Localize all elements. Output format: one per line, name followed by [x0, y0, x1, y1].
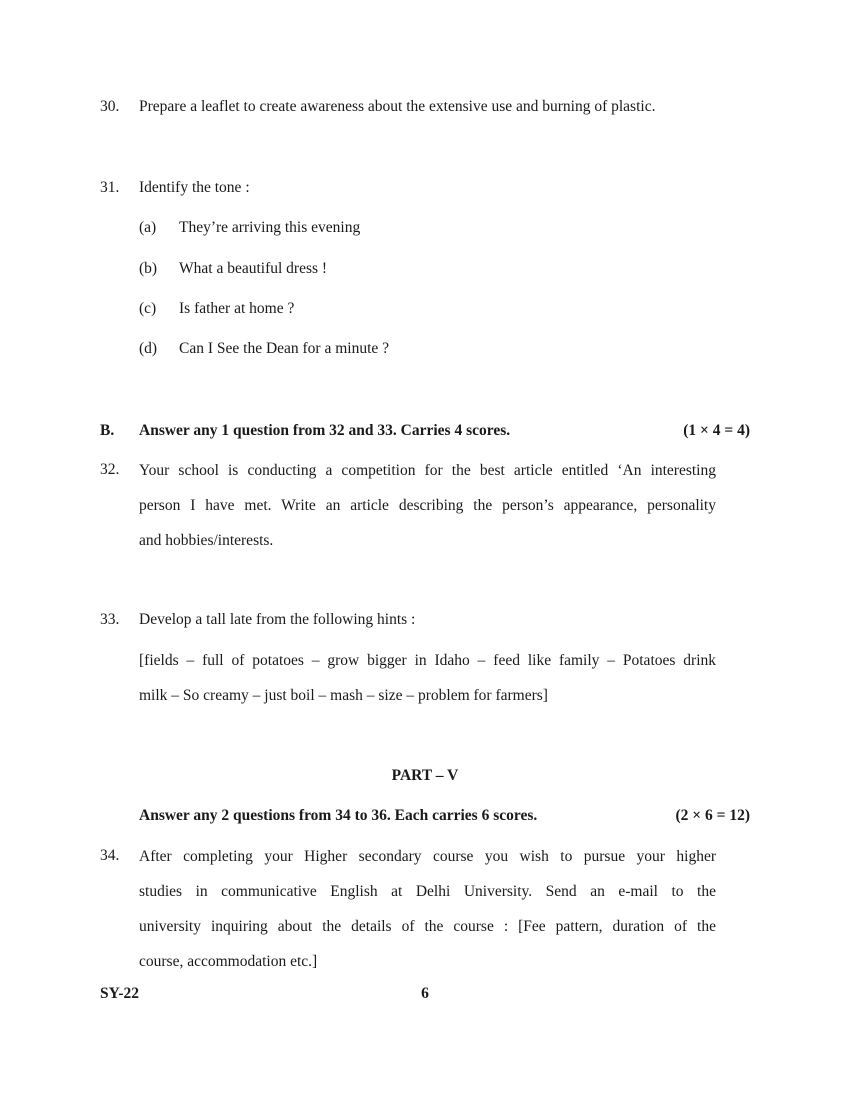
text-line: After completing your Higher secondary course you wish to pursue your higher: [139, 848, 716, 865]
option-label: (d): [139, 340, 158, 357]
text-line: [fields – full of potatoes – grow bigger in Idaho – feed like family – Potatoes drink: [139, 652, 716, 669]
part-heading: PART – V: [391, 767, 459, 784]
question-30-text: Prepare a leaflet to create awareness about the extensive use and burning of plastic.: [139, 98, 656, 115]
section-b-instruction: Answer any 1 question from 32 and 33. Carries 4 scores.: [139, 422, 511, 439]
question-32-number: 32.: [100, 461, 120, 478]
text-line: milk – So creamy – just boil – mash – size – problem for farmers]: [139, 687, 548, 704]
option-label: (c): [139, 300, 157, 317]
option-text: Is father at home ?: [179, 300, 295, 317]
question-33-hints: [139, 643, 716, 713]
text-line: university inquiring about the details of the course : [Fee pattern, duration of the: [139, 918, 716, 935]
text-line: person I have met. Write an article describing the person’s appearance, personality: [139, 497, 716, 514]
part-instruction: Answer any 2 questions from 34 to 36. Each carries 6 scores.: [139, 807, 538, 824]
question-33-number: 33.: [100, 611, 120, 628]
text-line: course, accommodation etc.]: [139, 953, 318, 970]
section-b-letter: B.: [100, 422, 115, 439]
question-31-text: Identify the tone :: [139, 179, 250, 196]
option-text: They’re arriving this evening: [179, 219, 361, 236]
question-34-text: [139, 839, 716, 979]
section-b-marks: (1 × 4 = 4): [683, 422, 750, 439]
question-33-text: Develop a tall late from the following hints :: [139, 611, 416, 628]
page-number: 6: [421, 985, 429, 1002]
option-text: What a beautiful dress !: [179, 260, 328, 277]
paper-code: SY-22: [100, 985, 140, 1002]
option-text: Can I See the Dean for a minute ?: [179, 340, 390, 357]
option-label: (a): [139, 219, 157, 236]
question-34-number: 34.: [100, 847, 120, 864]
text-line: Your school is conducting a competition for the best article entitled ‘An interesting: [139, 462, 716, 479]
text-line: and hobbies/interests.: [139, 532, 274, 549]
question-32-text: [139, 453, 716, 558]
part-marks: (2 × 6 = 12): [675, 807, 750, 824]
text-line: studies in communicative English at Delhi University. Send an e-mail to the: [139, 883, 716, 900]
question-30-number: 30.: [100, 98, 120, 115]
question-31-number: 31.: [100, 179, 120, 196]
option-label: (b): [139, 260, 158, 277]
